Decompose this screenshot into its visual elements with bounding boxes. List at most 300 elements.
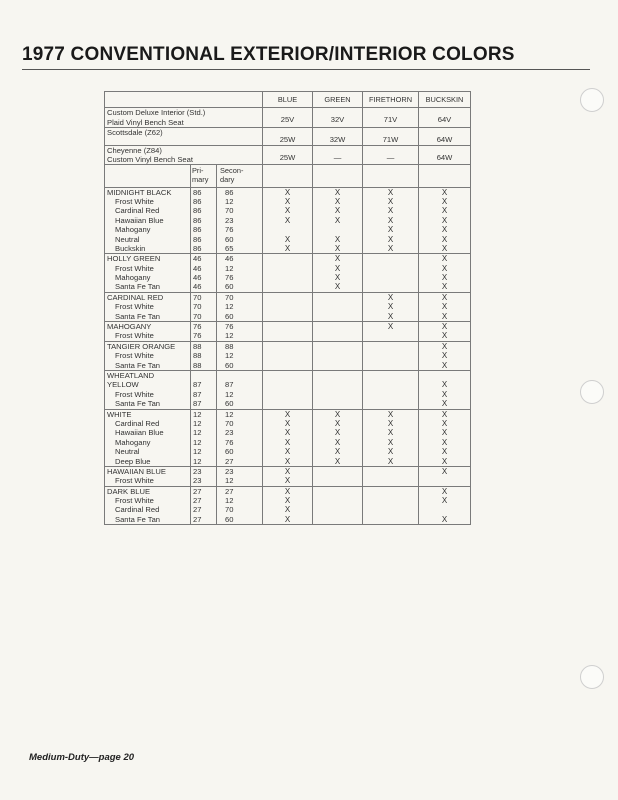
secondary-code: 70 bbox=[225, 292, 234, 302]
binder-hole-bottom bbox=[580, 665, 604, 689]
trim-code: 71V bbox=[363, 108, 419, 128]
availability-mark: X bbox=[387, 428, 394, 438]
availability-mark: X bbox=[334, 282, 341, 292]
availability-mark bbox=[365, 273, 416, 282]
exterior-color-name: MAHOGANY bbox=[107, 322, 152, 332]
primary-code: 23 bbox=[193, 466, 202, 476]
availability-mark bbox=[365, 515, 416, 524]
availability-mark: X bbox=[387, 292, 394, 302]
availability-marks bbox=[363, 486, 419, 525]
exterior-color-names bbox=[105, 322, 191, 342]
primary-code: 46 bbox=[193, 282, 202, 292]
exterior-color-name: Buckskin bbox=[115, 243, 146, 253]
availability-mark: X bbox=[441, 206, 448, 216]
availability-mark bbox=[265, 264, 310, 273]
primary-code: 23 bbox=[193, 476, 202, 486]
exterior-color-name: Hawaiian Blue bbox=[115, 428, 164, 438]
exterior-color-name: Frost White bbox=[115, 351, 154, 361]
availability-marks bbox=[419, 292, 471, 321]
primary-code: 88 bbox=[193, 351, 202, 361]
secondary-codes bbox=[217, 322, 263, 342]
exterior-color-name: Frost White bbox=[115, 302, 154, 312]
primary-code: 12 bbox=[193, 437, 202, 447]
availability-mark: X bbox=[441, 254, 448, 264]
secondary-code: 60 bbox=[225, 360, 234, 370]
availability-mark: X bbox=[334, 273, 341, 283]
primary-code: 27 bbox=[193, 486, 202, 496]
secondary-code: 70 bbox=[225, 206, 234, 216]
secondary-code: 23 bbox=[225, 466, 234, 476]
availability-mark: X bbox=[284, 243, 291, 253]
availability-marks bbox=[263, 341, 313, 370]
availability-mark bbox=[365, 254, 416, 263]
availability-mark: X bbox=[284, 437, 291, 447]
availability-mark bbox=[315, 351, 360, 360]
availability-mark: X bbox=[284, 505, 291, 515]
availability-marks bbox=[263, 187, 313, 254]
secondary-codes bbox=[217, 409, 263, 466]
availability-mark bbox=[265, 331, 310, 340]
availability-marks bbox=[263, 254, 313, 293]
availability-mark bbox=[365, 351, 416, 360]
availability-mark: X bbox=[334, 447, 341, 457]
secondary-code: 27 bbox=[225, 456, 234, 466]
availability-mark: X bbox=[441, 331, 448, 341]
availability-mark bbox=[315, 515, 360, 524]
trim-code: 25W bbox=[263, 128, 313, 145]
availability-mark: X bbox=[334, 243, 341, 253]
availability-mark: X bbox=[284, 514, 291, 524]
primary-code: 12 bbox=[193, 447, 202, 457]
availability-mark bbox=[265, 322, 310, 331]
availability-mark: X bbox=[284, 215, 291, 225]
primary-code: 76 bbox=[193, 322, 202, 332]
availability-mark bbox=[315, 322, 360, 331]
availability-marks bbox=[313, 187, 363, 254]
availability-mark: X bbox=[284, 409, 291, 419]
availability-mark bbox=[315, 312, 360, 321]
availability-mark: X bbox=[284, 196, 291, 206]
secondary-codes bbox=[217, 486, 263, 525]
availability-mark: X bbox=[387, 243, 394, 253]
page-footer: Medium-Duty—page 20 bbox=[29, 752, 135, 763]
availability-mark: X bbox=[284, 466, 291, 476]
availability-marks bbox=[419, 370, 471, 409]
availability-mark: X bbox=[441, 514, 448, 524]
availability-marks bbox=[263, 486, 313, 525]
availability-mark: X bbox=[387, 322, 394, 332]
primary-codes bbox=[191, 254, 217, 293]
availability-mark: X bbox=[334, 234, 341, 244]
exterior-color-name: Cardinal Red bbox=[115, 206, 160, 216]
availability-mark: X bbox=[284, 234, 291, 244]
availability-marks bbox=[313, 466, 363, 486]
column-header-blue: BLUE bbox=[263, 92, 313, 108]
primary-code: 70 bbox=[193, 302, 202, 312]
availability-mark: X bbox=[441, 225, 448, 235]
secondary-code: 12 bbox=[225, 196, 234, 206]
primary-code: 70 bbox=[193, 292, 202, 302]
availability-marks bbox=[419, 187, 471, 254]
availability-mark: X bbox=[334, 428, 341, 438]
exterior-color-name: Frost White bbox=[115, 389, 154, 399]
availability-mark bbox=[265, 361, 310, 370]
availability-mark bbox=[315, 476, 360, 485]
exterior-color-name: HAWAIIAN BLUE bbox=[107, 466, 166, 476]
availability-mark: X bbox=[441, 496, 448, 506]
secondary-code: 12 bbox=[225, 496, 234, 506]
primary-codes bbox=[191, 466, 217, 486]
secondary-codes bbox=[217, 466, 263, 486]
availability-mark: X bbox=[441, 437, 448, 447]
page-title: 1977 CONVENTIONAL EXTERIOR/INTERIOR COLORS bbox=[22, 44, 515, 65]
availability-mark bbox=[365, 390, 416, 399]
primary-code: 27 bbox=[193, 505, 202, 515]
trim-code: 25W bbox=[263, 145, 313, 165]
availability-mark bbox=[315, 467, 360, 476]
availability-mark bbox=[421, 505, 468, 514]
primary-code: 46 bbox=[193, 254, 202, 264]
availability-mark bbox=[315, 293, 360, 302]
availability-mark bbox=[365, 282, 416, 291]
primary-code: 86 bbox=[193, 234, 202, 244]
availability-mark: X bbox=[334, 196, 341, 206]
binder-hole-middle bbox=[580, 380, 604, 404]
secondary-code: 60 bbox=[225, 399, 234, 409]
exterior-color-name: HOLLY GREEN bbox=[107, 254, 161, 264]
availability-mark: X bbox=[441, 234, 448, 244]
secondary-code: 27 bbox=[225, 486, 234, 496]
availability-mark: X bbox=[387, 409, 394, 419]
availability-mark bbox=[265, 342, 310, 351]
secondary-code: 12 bbox=[225, 263, 234, 273]
primary-codes bbox=[191, 409, 217, 466]
primary-codes bbox=[191, 292, 217, 321]
availability-mark bbox=[315, 302, 360, 311]
trim-code: 64V bbox=[419, 108, 471, 128]
availability-marks bbox=[419, 254, 471, 293]
color-group-row bbox=[105, 292, 471, 321]
availability-mark: X bbox=[441, 282, 448, 292]
availability-mark bbox=[315, 361, 360, 370]
title-divider bbox=[22, 69, 590, 70]
secondary-code: 86 bbox=[225, 187, 234, 197]
availability-mark: X bbox=[441, 456, 448, 466]
availability-mark: X bbox=[441, 273, 448, 283]
availability-marks bbox=[313, 322, 363, 342]
trim-code: 32W bbox=[313, 128, 363, 145]
availability-mark: X bbox=[334, 437, 341, 447]
trim-code: 71W bbox=[363, 128, 419, 145]
exterior-color-name: MIDNIGHT BLACK bbox=[107, 187, 172, 197]
availability-mark bbox=[265, 390, 310, 399]
secondary-code: 12 bbox=[225, 302, 234, 312]
primary-codes bbox=[191, 341, 217, 370]
availability-marks bbox=[419, 341, 471, 370]
column-header-green: GREEN bbox=[313, 92, 363, 108]
table-header-row bbox=[105, 92, 471, 108]
primary-code: 27 bbox=[193, 514, 202, 524]
primary-codes bbox=[191, 322, 217, 342]
exterior-color-name: Cardinal Red bbox=[115, 505, 160, 515]
exterior-color-name: Mahogany bbox=[115, 437, 151, 447]
availability-marks bbox=[313, 486, 363, 525]
primary-code: 88 bbox=[193, 341, 202, 351]
availability-mark bbox=[265, 312, 310, 321]
secondary-codes bbox=[217, 341, 263, 370]
exterior-color-name: Santa Fe Tan bbox=[115, 399, 161, 409]
availability-marks bbox=[363, 292, 419, 321]
availability-mark: X bbox=[334, 254, 341, 264]
secondary-code: 23 bbox=[225, 215, 234, 225]
availability-mark: X bbox=[441, 215, 448, 225]
primary-codes bbox=[191, 486, 217, 525]
availability-marks bbox=[313, 409, 363, 466]
availability-mark bbox=[421, 476, 468, 485]
primary-code: 27 bbox=[193, 496, 202, 506]
secondary-code: 60 bbox=[225, 234, 234, 244]
secondary-code: 65 bbox=[225, 243, 234, 253]
availability-marks bbox=[419, 486, 471, 525]
secondary-codes bbox=[217, 187, 263, 254]
exterior-color-name: Santa Fe Tan bbox=[115, 514, 161, 524]
availability-mark: X bbox=[387, 206, 394, 216]
color-group-row bbox=[105, 409, 471, 466]
availability-marks bbox=[419, 466, 471, 486]
availability-mark: X bbox=[387, 234, 394, 244]
availability-mark bbox=[265, 273, 310, 282]
secondary-header: Secon- dary bbox=[217, 165, 263, 187]
availability-mark: X bbox=[387, 187, 394, 197]
availability-mark: X bbox=[441, 466, 448, 476]
availability-mark bbox=[365, 264, 416, 273]
availability-mark bbox=[265, 282, 310, 291]
availability-marks bbox=[263, 409, 313, 466]
exterior-color-name: Frost White bbox=[115, 263, 154, 273]
primary-code: 12 bbox=[193, 428, 202, 438]
availability-mark: X bbox=[441, 428, 448, 438]
availability-mark: X bbox=[284, 428, 291, 438]
availability-mark bbox=[365, 487, 416, 496]
availability-mark bbox=[315, 331, 360, 340]
exterior-color-name: Neutral bbox=[115, 234, 140, 244]
secondary-code: 70 bbox=[225, 505, 234, 515]
exterior-color-name: CARDINAL RED bbox=[107, 292, 164, 302]
availability-mark: X bbox=[441, 292, 448, 302]
availability-marks bbox=[363, 466, 419, 486]
availability-marks bbox=[313, 341, 363, 370]
trim-code: 32V bbox=[313, 108, 363, 128]
availability-mark bbox=[315, 496, 360, 505]
column-header-buckskin: BUCKSKIN bbox=[419, 92, 471, 108]
secondary-code: 87 bbox=[225, 380, 234, 390]
availability-mark: X bbox=[387, 196, 394, 206]
availability-mark: X bbox=[441, 409, 448, 419]
availability-mark bbox=[365, 399, 416, 408]
exterior-color-name: Frost White bbox=[115, 196, 154, 206]
primary-code: 86 bbox=[193, 243, 202, 253]
availability-mark bbox=[365, 331, 416, 340]
exterior-color-names: WHEATLAND YELLOW Frost White Santa Fe Tan bbox=[105, 370, 191, 409]
availability-mark: X bbox=[284, 456, 291, 466]
exterior-color-name: YELLOW bbox=[107, 380, 139, 390]
interior-label: Custom Deluxe Interior (Std.) Plaid Vinyl Bench Seat bbox=[105, 108, 263, 128]
availability-mark bbox=[265, 225, 310, 234]
availability-mark: X bbox=[284, 496, 291, 506]
primary-code: 70 bbox=[193, 311, 202, 321]
trim-code: — bbox=[313, 145, 363, 165]
header-blank-cell bbox=[105, 92, 263, 108]
trim-code: — bbox=[363, 145, 419, 165]
availability-mark bbox=[265, 254, 310, 263]
exterior-color-name: Santa Fe Tan bbox=[115, 282, 161, 292]
availability-mark: X bbox=[284, 206, 291, 216]
exterior-color-name: Frost White bbox=[115, 476, 154, 486]
trim-code: 64W bbox=[419, 145, 471, 165]
primary-code: 86 bbox=[193, 196, 202, 206]
availability-mark: X bbox=[441, 389, 448, 399]
secondary-code: 70 bbox=[225, 418, 234, 428]
exterior-color-name: Frost White bbox=[115, 331, 154, 341]
exterior-color-name: Santa Fe Tan bbox=[115, 360, 161, 370]
availability-mark: X bbox=[334, 206, 341, 216]
exterior-color-name: WHITE bbox=[107, 409, 132, 419]
availability-mark bbox=[315, 399, 360, 408]
primary-code: 88 bbox=[193, 360, 202, 370]
trim-code: 64W bbox=[419, 128, 471, 145]
exterior-color-name: Hawaiian Blue bbox=[115, 215, 164, 225]
interior-label: Cheyenne (Z84) Custom Vinyl Bench Seat bbox=[105, 145, 263, 165]
availability-mark: X bbox=[441, 311, 448, 321]
availability-marks bbox=[419, 409, 471, 466]
secondary-code: 60 bbox=[225, 514, 234, 524]
availability-mark bbox=[315, 505, 360, 514]
availability-mark: X bbox=[441, 302, 448, 312]
interior-label: Scottsdale (Z62) bbox=[105, 128, 263, 145]
secondary-code: 88 bbox=[225, 341, 234, 351]
secondary-code: 60 bbox=[225, 311, 234, 321]
primary-codes bbox=[191, 187, 217, 254]
color-group-row bbox=[105, 370, 471, 409]
availability-mark bbox=[265, 293, 310, 302]
availability-marks bbox=[313, 254, 363, 293]
availability-mark: X bbox=[387, 447, 394, 457]
color-group-row bbox=[105, 187, 471, 254]
exterior-color-name: Mahogany bbox=[115, 273, 151, 283]
exterior-color-names bbox=[105, 466, 191, 486]
availability-marks bbox=[313, 370, 363, 409]
availability-marks bbox=[363, 322, 419, 342]
availability-marks bbox=[313, 292, 363, 321]
secondary-code: 60 bbox=[225, 282, 234, 292]
secondary-code: 76 bbox=[225, 225, 234, 235]
availability-mark bbox=[315, 342, 360, 351]
availability-mark: X bbox=[284, 476, 291, 486]
secondary-code: 60 bbox=[225, 447, 234, 457]
availability-marks bbox=[363, 187, 419, 254]
availability-mark: X bbox=[387, 215, 394, 225]
availability-mark: X bbox=[334, 215, 341, 225]
exterior-color-names bbox=[105, 341, 191, 370]
primary-header: Pri- mary bbox=[191, 165, 217, 187]
column-header-firethorn: FIRETHORN bbox=[363, 92, 419, 108]
availability-mark: X bbox=[441, 351, 448, 361]
availability-mark: X bbox=[441, 486, 448, 496]
secondary-codes bbox=[217, 292, 263, 321]
availability-mark: X bbox=[284, 486, 291, 496]
availability-mark: X bbox=[441, 380, 448, 390]
availability-mark: X bbox=[334, 409, 341, 419]
availability-mark: X bbox=[284, 418, 291, 428]
secondary-code: 46 bbox=[225, 254, 234, 264]
availability-mark bbox=[365, 361, 416, 370]
exterior-color-name: Neutral bbox=[115, 447, 140, 457]
availability-mark: X bbox=[441, 243, 448, 253]
interior-row bbox=[105, 108, 471, 128]
availability-mark bbox=[365, 496, 416, 505]
availability-mark bbox=[315, 390, 360, 399]
primary-code: 86 bbox=[193, 225, 202, 235]
primary-secondary-subheader bbox=[105, 165, 471, 187]
primary-code: 76 bbox=[193, 331, 202, 341]
primary-code: 86 bbox=[193, 187, 202, 197]
exterior-color-names bbox=[105, 254, 191, 293]
secondary-code: 12 bbox=[225, 331, 234, 341]
trim-code: 25V bbox=[263, 108, 313, 128]
secondary-code: 12 bbox=[225, 476, 234, 486]
availability-mark bbox=[365, 467, 416, 476]
availability-mark: X bbox=[334, 456, 341, 466]
availability-marks bbox=[363, 341, 419, 370]
availability-mark bbox=[265, 399, 310, 408]
availability-marks bbox=[263, 292, 313, 321]
availability-mark bbox=[365, 476, 416, 485]
availability-mark: X bbox=[334, 187, 341, 197]
availability-mark: X bbox=[387, 225, 394, 235]
availability-marks bbox=[363, 370, 419, 409]
exterior-color-name: Frost White bbox=[115, 496, 154, 506]
availability-mark: X bbox=[284, 447, 291, 457]
availability-mark: X bbox=[441, 399, 448, 409]
exterior-color-name: Mahogany bbox=[115, 225, 151, 235]
availability-mark: X bbox=[441, 418, 448, 428]
interior-row bbox=[105, 128, 471, 145]
color-group-row bbox=[105, 254, 471, 293]
availability-mark: X bbox=[387, 437, 394, 447]
secondary-code: 12 bbox=[225, 389, 234, 399]
color-group-row bbox=[105, 466, 471, 486]
availability-mark: X bbox=[387, 418, 394, 428]
primary-code: 87 bbox=[193, 399, 202, 409]
availability-mark: X bbox=[441, 196, 448, 206]
availability-marks bbox=[363, 409, 419, 466]
availability-mark bbox=[265, 302, 310, 311]
subheader-blank bbox=[105, 165, 191, 187]
availability-marks bbox=[419, 322, 471, 342]
secondary-code: 76 bbox=[225, 322, 234, 332]
primary-code: 12 bbox=[193, 409, 202, 419]
secondary-code: 76 bbox=[225, 273, 234, 283]
primary-code: 87 bbox=[193, 380, 202, 390]
exterior-color-name: Deep Blue bbox=[115, 456, 151, 466]
availability-mark: X bbox=[387, 456, 394, 466]
exterior-color-names bbox=[105, 486, 191, 525]
availability-mark: X bbox=[387, 302, 394, 312]
interior-row bbox=[105, 145, 471, 165]
primary-code: 46 bbox=[193, 273, 202, 283]
color-group-row bbox=[105, 341, 471, 370]
secondary-codes bbox=[217, 370, 263, 409]
